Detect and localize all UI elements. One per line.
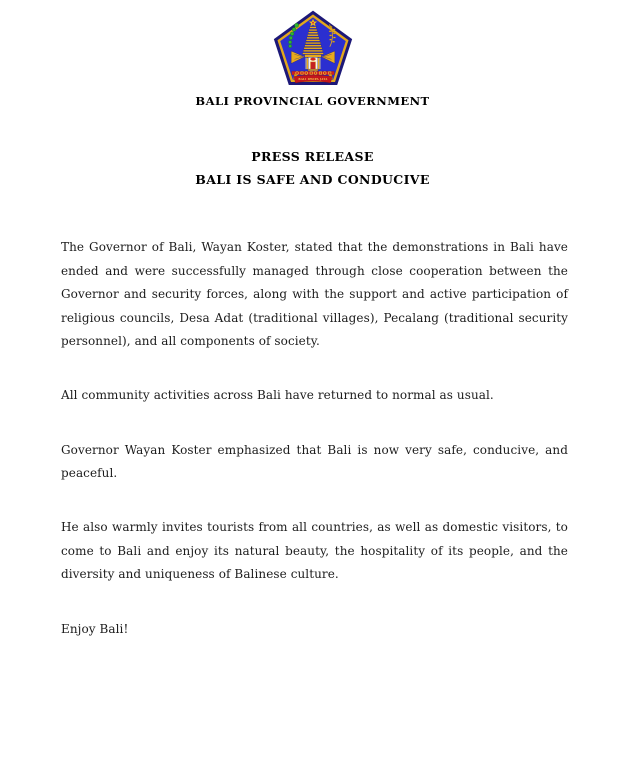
paragraph-invitation: He also warmly invites tourists from all countries, as well as domestic visitors, to come to Bali and enjoy its natural beauty, the hospitality of its people, and the diversity and uniqueness of Balinese culture. [61,520,568,582]
paragraph-demonstrations: The Governor of Bali, Wayan Koster, stated that the demonstrations in Bali have ended and were successfully managed through close cooperation between the Governor and security forces, along with the support and active participation of religious councils, Desa Adat (traditional villages), Pecalang (traditional security personnel), and all components of society. [61,240,568,349]
bali-crest-svg [271,8,355,88]
headline-block [0,145,625,191]
paragraph-safe-conducive: Governor Wayan Koster emphasized that Bali is now very safe, conducive, and peaceful. [61,442,568,481]
crest-chain-band [291,71,334,75]
headline-title: BALI IS SAFE AND CONDUCIVE [195,172,430,187]
headline-press-release: PRESS RELEASE [251,149,374,164]
crest-motto: BALI DWIPA JAYA [297,78,328,82]
press-release-body [61,236,568,641]
bali-government-crest [0,0,625,88]
crest-temple-base [304,55,321,71]
org-title: BALI PROVINCIAL GOVERNMENT [195,94,430,108]
paragraph-enjoy-bali: Enjoy Bali! [61,621,129,636]
crest-star-center [312,22,314,24]
paragraph-activities-normal: All community activities across Bali have returned to normal as usual. [61,388,494,403]
